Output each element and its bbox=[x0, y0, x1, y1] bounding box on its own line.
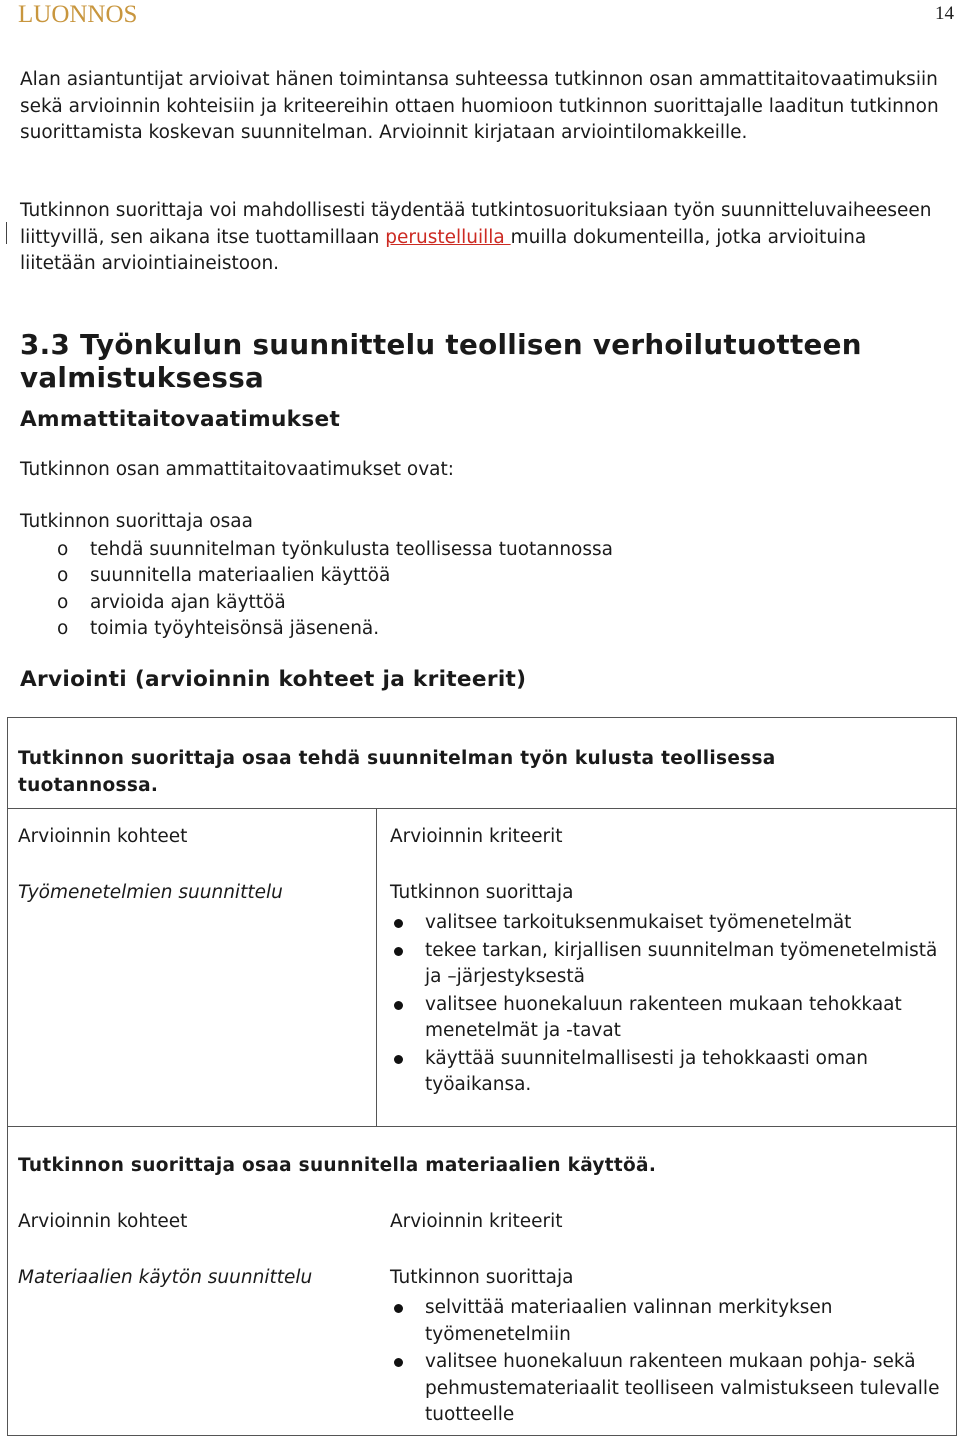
requirements-heading: Ammattitaitovaatimukset bbox=[20, 407, 341, 432]
column-header-criteria: Arvioinnin kriteerit bbox=[390, 826, 563, 847]
list-marker: o bbox=[57, 617, 69, 639]
requirements-lead: Tutkinnon suorittaja osaa bbox=[20, 511, 253, 532]
bullet-icon bbox=[394, 947, 403, 956]
list-marker: o bbox=[57, 591, 69, 613]
list-item: käyttää suunnitelmallisesti ja tehokkaasti oman työaikansa. bbox=[390, 1046, 950, 1099]
supplement-text-end: muilla dokumenteilla, jotka arvioituina liitetään arviointiaineistoon. bbox=[20, 226, 867, 274]
draft-watermark: LUONNOS bbox=[18, 1, 138, 28]
criteria-list bbox=[390, 910, 950, 1100]
list-item: valitsee huonekaluun rakenteen mukaan pohja- sekä pehmustemateriaalit teolliseen valmistukseen tulevalle tuotteelle bbox=[390, 1349, 950, 1429]
column-header-targets: Arvioinnin kohteet bbox=[18, 1211, 188, 1232]
criteria-lead: Tutkinnon suorittaja bbox=[390, 882, 574, 903]
bullet-icon bbox=[394, 1358, 403, 1367]
list-item: valitsee tarkoituksenmukaiset työmenetelmät bbox=[390, 910, 950, 937]
assessment-target: Materiaalien käytön suunnittelu bbox=[18, 1267, 313, 1288]
section-heading: 3.3 Työnkulun suunnittelu teollisen verhoilutuotteen valmistuksessa bbox=[20, 328, 862, 394]
revision-change-bar bbox=[6, 222, 7, 244]
list-item: o toimia työyhteisönsä jäsenenä. bbox=[20, 616, 613, 642]
criteria-lead: Tutkinnon suorittaja bbox=[390, 1267, 574, 1288]
intro-paragraph: Alan asiantuntijat arvioivat hänen toimintansa suhteessa tutkinnon osan ammattitaitovaatimuksiin sekä arvioinnin kohteisiin ja kriteereihin ottaen huomioon tutkinnon suorittajalle laaditun tutkinnon suorittamista koskevan suunnitelman. Arvioinnit kirjataan arviointilomakkeille. bbox=[20, 69, 939, 143]
assessment-table-1 bbox=[7, 717, 957, 1127]
column-header-criteria: Arvioinnin kriteerit bbox=[390, 1211, 563, 1232]
assessment-table-2 bbox=[7, 1126, 957, 1436]
list-item: o suunnitella materiaalien käyttöä bbox=[20, 563, 613, 589]
bullet-icon bbox=[394, 919, 403, 928]
list-item: tekee tarkan, kirjallisen suunnitelman työmenetelmistä ja –järjestyksestä bbox=[390, 938, 950, 991]
table-divider bbox=[8, 808, 956, 809]
tracked-change-link[interactable]: perustelluilla bbox=[385, 226, 511, 248]
table-title: Tutkinnon suorittaja osaa suunnitella materiaalien käyttöä. bbox=[18, 1155, 657, 1176]
list-item: o tehdä suunnitelman työnkulusta teollisessa tuotannossa bbox=[20, 537, 613, 563]
assessment-target: Työmenetelmien suunnittelu bbox=[18, 882, 283, 903]
requirements-list bbox=[20, 537, 613, 642]
list-item: selvittää materiaalien valinnan merkityksen työmenetelmiin bbox=[390, 1295, 950, 1348]
list-item: o arvioida ajan käyttöä bbox=[20, 590, 613, 616]
page-number: 14 bbox=[935, 3, 954, 24]
criteria-list bbox=[390, 1295, 950, 1430]
supplement-text-start: Tutkinnon suorittaja voi mahdollisesti täydentää tutkintosuorituksiaan työn suunnitteluvaiheeseen liittyvillä, sen aikana itse tuottamillaan bbox=[20, 200, 932, 248]
list-marker: o bbox=[57, 539, 69, 560]
list-marker: o bbox=[57, 565, 69, 587]
bullet-icon bbox=[394, 1055, 403, 1064]
assessment-heading: Arviointi (arvioinnin kohteet ja kriteerit) bbox=[20, 667, 527, 692]
table-title: Tutkinnon suorittaja osaa tehdä suunnitelman työn kulusta teollisessa tuotannossa. bbox=[18, 748, 776, 796]
column-header-targets: Arvioinnin kohteet bbox=[18, 826, 188, 847]
column-divider bbox=[376, 808, 377, 1126]
bullet-icon bbox=[394, 1001, 403, 1010]
requirements-intro: Tutkinnon osan ammattitaitovaatimukset ovat: bbox=[20, 459, 454, 480]
supplement-paragraph bbox=[20, 198, 945, 278]
bullet-icon bbox=[394, 1304, 403, 1313]
list-item: valitsee huonekaluun rakenteen mukaan tehokkaat menetelmät ja -tavat bbox=[390, 992, 950, 1045]
